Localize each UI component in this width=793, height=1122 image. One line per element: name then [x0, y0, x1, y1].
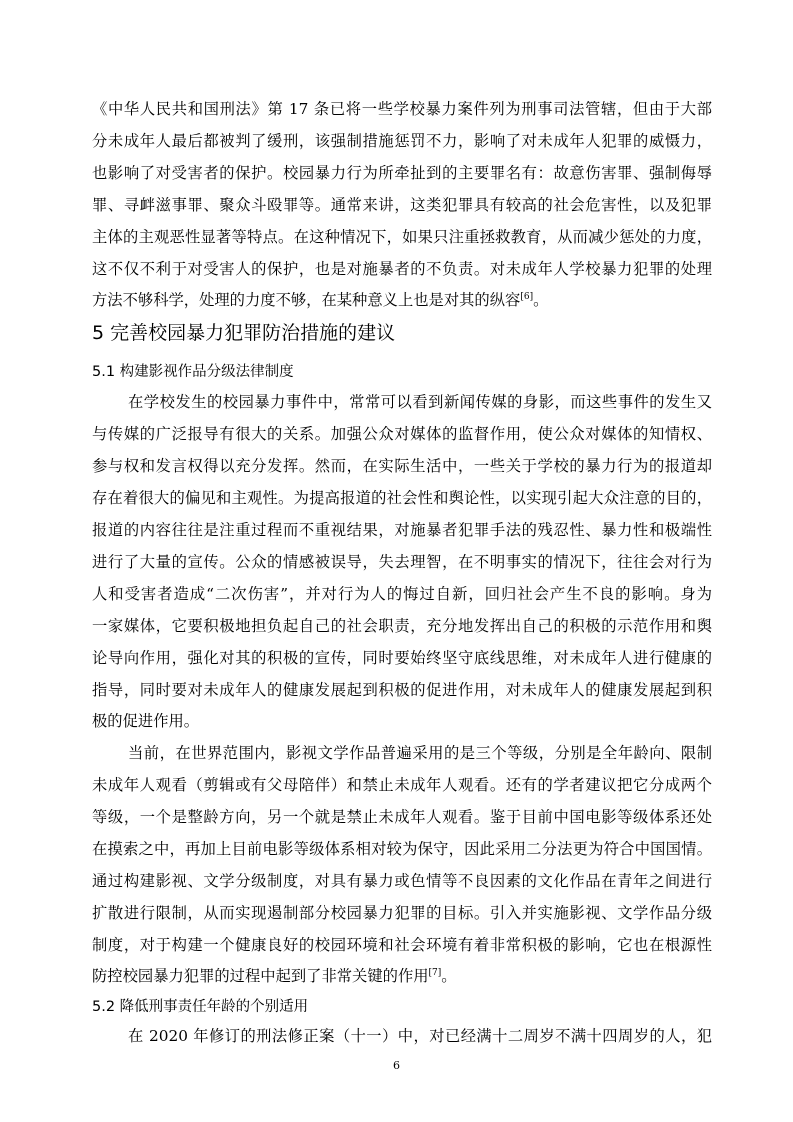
text-line: 在 2020 年修订的刑法修正案（十一）中，对已经满十二周岁不满十四周岁的人，犯 — [128, 1027, 712, 1045]
section-heading-5-2: 5.2 降低刑事责任年龄的个别适用 — [92, 999, 309, 1015]
text-line: 报道的内容往往是注重过程而不重视结果，对施暴者犯罪手法的残忍性、暴力性和极端性 — [92, 521, 712, 539]
section-heading-5: 5 完善校园暴力犯罪防治措施的建议 — [92, 322, 396, 344]
section-heading-5-1: 5.1 构建影视作品分级法律制度 — [92, 364, 294, 380]
text-line: 极的促进作用。 — [92, 712, 200, 730]
text-line: 在学校发生的校园暴力事件中，常常可以看到新闻传媒的身影，而这些事件的发生又 — [128, 393, 712, 411]
text-line: 扩散进行限制，从而实现遏制部分校园暴力犯罪的目标。引入并实施影视、文学作品分级 — [92, 904, 712, 922]
text-line: 制度，对于构建一个健康良好的校园环境和社会环境有着非常积极的影响，它也在根源性 — [92, 936, 712, 954]
text-segment: 防控校园暴力犯罪的过程中起到了非常关键的作用 — [92, 967, 429, 985]
text-line: 通过构建影视、文学分级制度，对具有暴力或色情等不良因素的文化作品在青年之间进行 — [92, 872, 712, 890]
text-line: 人和受害者造成“二次伤害”，并对行为人的悔过自新，回归社会产生不良的影响。身为 — [92, 585, 712, 603]
text-line: 分未成年人最后都被判了缓刑，该强制措施惩罚不力，影响了对未成年人犯罪的威慑力， — [92, 132, 712, 150]
text-line: 论导向作用，强化对其的积极的宣传，同时要始终坚守底线思维，对未成年人进行健康的 — [92, 649, 712, 667]
text-line: 与传媒的广泛报导有很大的关系。加强公众对媒体的监督作用，使公众对媒体的知情权、 — [92, 425, 712, 443]
page-number: 6 — [393, 1059, 400, 1072]
text-line: 进行了大量的宣传。公众的情感被误导，失去理智，在不明事实的情况下，往往会对行为 — [92, 553, 712, 571]
text-segment: 。 — [441, 967, 457, 985]
text-line: 一家媒体，它要积极地担负起自己的社会职责，充分地发挥出自己的积极的示范作用和舆 — [92, 617, 712, 635]
text-line: 《中华人民共和国刑法》第 17 条已将一些学校暴力案件列为刑事司法管辖，但由于大部 — [92, 100, 712, 118]
text-line: 当前，在世界范围内，影视文学作品普遍采用的是三个等级，分别是全年龄向、限制 — [128, 744, 712, 762]
text-line: 等级，一个是整龄方向，另一个就是禁止未成年人观看。鉴于目前中国电影等级体系还处 — [92, 808, 712, 826]
text-line: 罪、寻衅滋事罪、聚众斗殴罪等。通常来讲，这类犯罪具有较高的社会危害性，以及犯罪 — [92, 196, 712, 214]
text-segment: 方法不够科学，处理的力度不够，在某种意义上也是对其的纵容 — [92, 291, 521, 309]
text-line: 这不仅不利于对受害人的保护，也是对施暴者的不负责。对未成年人学校暴力犯罪的处理 — [92, 260, 712, 278]
text-line — [92, 290, 712, 310]
text-line: 指导，同时要对未成年人的健康发展起到积极的促进作用，对未成年人的健康发展起到积 — [92, 681, 712, 699]
text-line: 存在着很大的偏见和主观性。为提高报道的社会性和舆论性，以实现引起大众注意的目的， — [92, 489, 712, 507]
text-segment: 。 — [533, 291, 549, 309]
citation-7[interactable]: [7] — [428, 968, 442, 978]
text-line: 在摸索之中，再加上目前电影等级体系相对较为保守，因此采用二分法更为符合中国国情。 — [92, 840, 712, 858]
text-line: 未成年人观看（剪辑或有父母陪伴）和禁止未成年人观看。还有的学者建议把它分成两个 — [92, 776, 712, 794]
citation-6[interactable]: [6] — [520, 292, 534, 302]
text-line — [92, 966, 712, 986]
text-line: 也影响了对受害者的保护。校园暴力行为所牵扯到的主要罪名有：故意伤害罪、强制侮辱 — [92, 164, 712, 182]
text-line: 主体的主观恶性显著等特点。在这种情况下，如果只注重拯救教育，从而减少惩处的力度， — [92, 228, 712, 246]
text-line: 参与权和发言权得以充分发挥。然而，在实际生活中，一些关于学校的暴力行为的报道却 — [92, 457, 712, 475]
